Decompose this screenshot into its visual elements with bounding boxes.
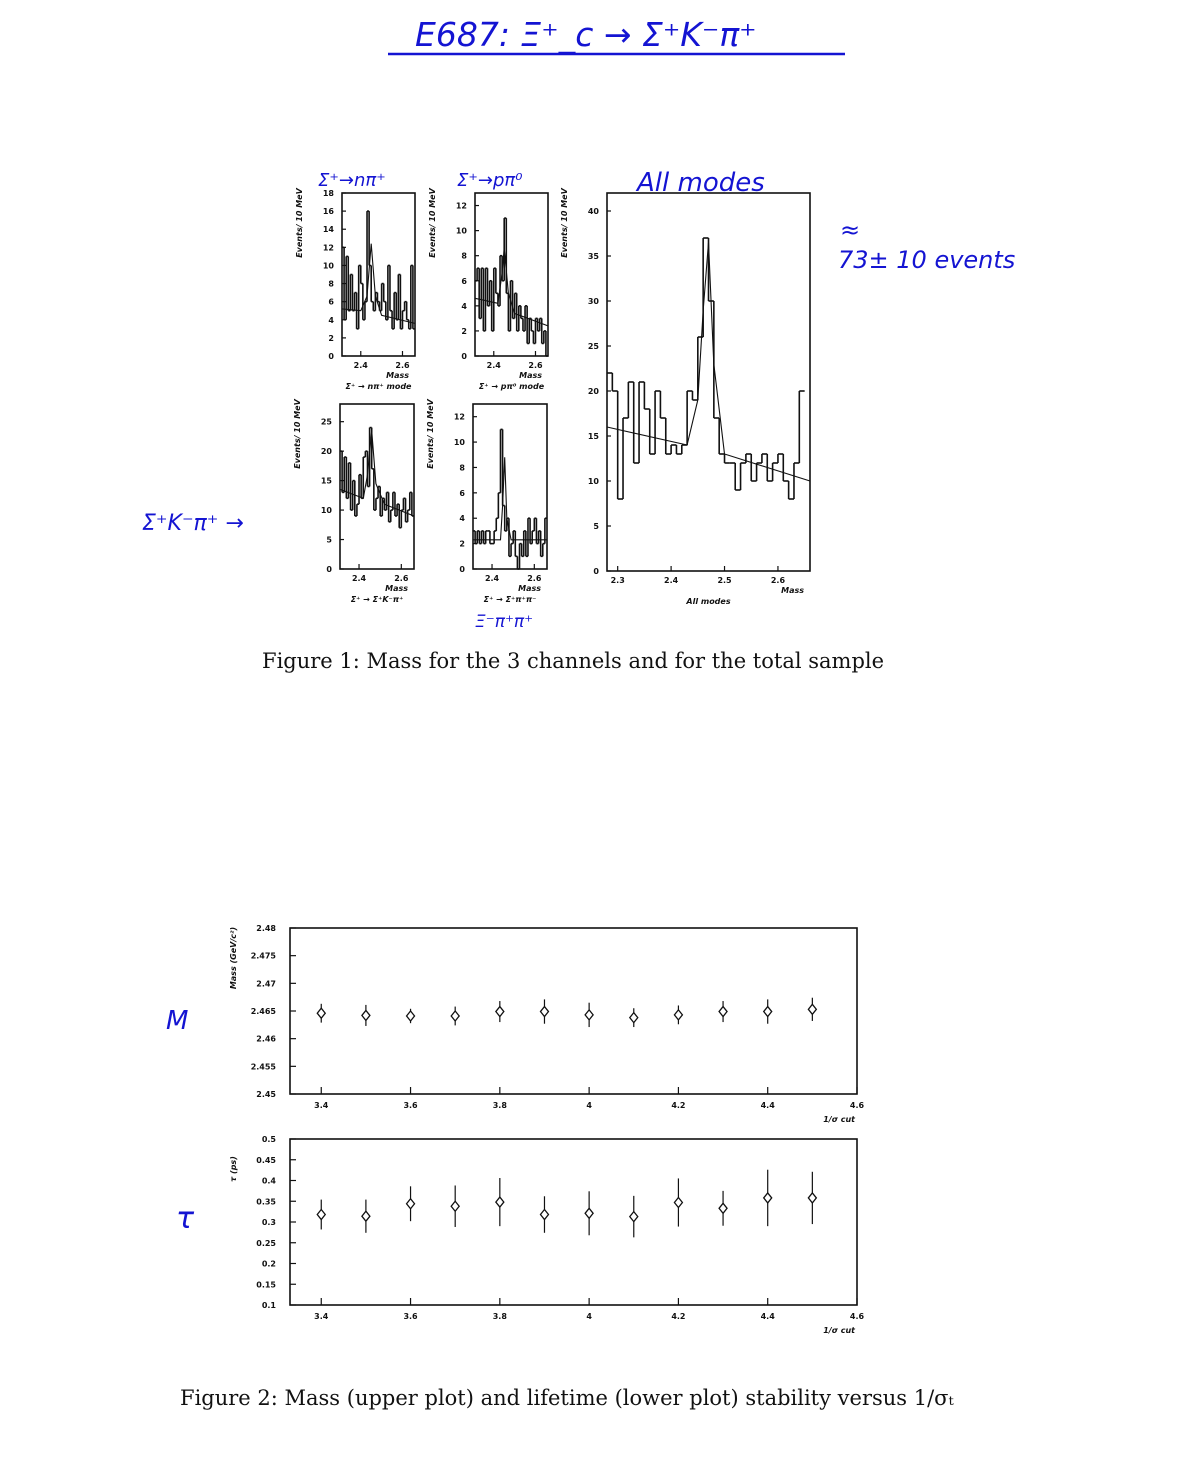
y-tick-label: 14: [322, 225, 334, 235]
histogram-bin: [376, 498, 378, 510]
diamond-marker: [674, 1197, 682, 1207]
histogram-bottom-middle: [426, 398, 547, 632]
events-approx-line-2: 73± 10 events: [838, 246, 1016, 274]
histogram-bin: [639, 382, 644, 463]
y-tick-label: 6: [328, 297, 334, 307]
figure-2: [229, 924, 865, 1335]
histogram-bin: [655, 391, 660, 454]
data-point: [540, 1196, 548, 1233]
x-tick-label: 3.4: [314, 1101, 329, 1110]
x-tick-label: 2.4: [484, 574, 500, 583]
histogram-bin: [496, 268, 498, 293]
x-tick-label: 4.2: [671, 1101, 686, 1110]
x-tick-label: 2.6: [395, 361, 410, 370]
y-tick-label: 8: [459, 463, 465, 473]
histogram-bin: [778, 454, 783, 463]
y-tick-label: 20: [587, 387, 599, 396]
diamond-marker: [317, 1210, 325, 1220]
data-point: [496, 1178, 504, 1226]
y-tick-label: 2: [461, 326, 467, 336]
histogram-bin: [496, 518, 498, 531]
channel-sublabel: Σ⁺ → nπ⁺ mode: [345, 382, 412, 391]
data-point: [630, 1008, 638, 1027]
histogram-bin: [357, 504, 359, 516]
histogram-bin: [762, 454, 767, 463]
diamond-marker: [764, 1193, 772, 1203]
y-tick-label: 2: [459, 539, 465, 549]
diamond-marker: [719, 1203, 727, 1213]
histogram-bin: [401, 510, 403, 528]
histogram-bin: [515, 531, 517, 556]
histogram-bin: [735, 463, 740, 490]
y-tick-label: 8: [328, 279, 334, 289]
histogram-bin: [490, 531, 492, 544]
y-tick-label: 2: [328, 333, 334, 343]
y-tick-label: 0.2: [261, 1259, 276, 1269]
diamond-marker: [496, 1007, 504, 1017]
y-axis-label: Mass (GeV/c²): [229, 926, 238, 990]
y-tick-label: 0: [461, 352, 467, 361]
y-tick-label: 25: [587, 342, 599, 351]
diamond-marker: [764, 1007, 772, 1017]
data-point: [808, 998, 816, 1021]
y-tick-label: 2.45: [256, 1090, 276, 1099]
histogram-bin: [666, 418, 671, 454]
histogram-bin: [692, 391, 697, 400]
histogram-bin: [618, 391, 623, 499]
histogram-top-middle: [428, 170, 548, 391]
x-tick-label: 4.4: [760, 1312, 775, 1321]
y-tick-label: 35: [587, 252, 599, 261]
histogram-bin: [644, 382, 649, 409]
y-tick-label: 2.47: [256, 979, 276, 989]
y-tick-label: 4: [459, 514, 465, 524]
histogram-top-left: [295, 170, 415, 391]
y-tick-label: 40: [587, 207, 599, 216]
channel-sublabel: Σ⁺ → pπ⁰ mode: [478, 382, 545, 391]
y-tick-label: 30: [587, 297, 599, 306]
channel-sublabel: Σ⁺ → Σ⁺π⁺π⁻: [483, 595, 537, 604]
histogram-bin: [623, 418, 628, 499]
x-tick-label: 4.6: [849, 1101, 865, 1110]
data-point: [630, 1196, 638, 1238]
histogram-bottom-left: [293, 398, 414, 604]
y-tick-label: 15: [587, 432, 599, 441]
histogram-bin: [794, 463, 799, 499]
y-axis-label: Events/ 10 MeV: [293, 399, 302, 469]
histogram-bin: [687, 391, 692, 445]
data-point: [674, 1178, 682, 1226]
diamond-marker: [585, 1010, 593, 1020]
x-tick-label: 4.4: [760, 1101, 775, 1110]
y-tick-label: 12: [455, 201, 467, 211]
figure-1-caption: Figure 1: Mass for the 3 channels and for the total sample: [262, 649, 885, 673]
x-tick-label: 3.4: [314, 1312, 329, 1321]
y-tick-label: 5: [593, 522, 599, 531]
lifetime-plot-label: τ: [176, 1201, 195, 1236]
histogram-bin: [407, 302, 409, 320]
x-tick-label: 2.4: [353, 361, 368, 370]
data-point: [764, 1170, 772, 1226]
diamond-marker: [630, 1212, 638, 1222]
y-tick-label: 12: [322, 243, 334, 253]
handwritten-panel-label: Σ⁺→nπ⁺: [318, 170, 386, 191]
histogram-bin: [532, 531, 534, 544]
x-tick-label: 2.6: [528, 361, 543, 370]
diamond-marker: [585, 1208, 593, 1218]
x-axis-label: 1/σ cut: [823, 1326, 855, 1335]
channel-sublabel: All modes: [686, 597, 731, 606]
diamond-marker: [808, 1004, 816, 1014]
histogram-bin: [799, 391, 804, 463]
x-tick-label: 2.4: [351, 574, 367, 583]
x-tick-label: 2.5: [717, 576, 732, 585]
data-point: [407, 1186, 415, 1221]
y-tick-label: 10: [453, 438, 465, 448]
histogram-bin: [390, 265, 392, 310]
data-point: [317, 1004, 325, 1023]
y-tick-label: 0: [328, 352, 334, 361]
y-tick-label: 0.45: [256, 1155, 276, 1165]
y-tick-label: 25: [320, 417, 332, 427]
y-tick-label: 8: [461, 251, 467, 261]
y-axis-label: τ (ps): [229, 1156, 238, 1182]
x-tick-label: 4: [586, 1101, 592, 1110]
histogram-bin: [498, 493, 500, 518]
y-tick-label: 5: [326, 535, 332, 545]
diamond-marker: [719, 1007, 727, 1017]
x-axis-label: Mass: [385, 584, 408, 593]
x-axis-label: 1/σ cut: [823, 1115, 855, 1124]
data-point: [362, 1005, 370, 1026]
diamond-marker: [496, 1197, 504, 1207]
scatter-mass-stability: [229, 924, 865, 1124]
x-tick-label: 4: [586, 1312, 592, 1321]
histogram-bin: [384, 284, 386, 302]
data-point: [719, 1001, 727, 1022]
histogram-bin: [789, 481, 794, 499]
figure-2-caption: Figure 2: Mass (upper plot) and lifetime (lower plot) stability versus 1/σₜ: [180, 1386, 954, 1410]
histogram-bin: [377, 293, 379, 302]
data-point: [585, 1003, 593, 1027]
y-tick-label: 0.35: [256, 1197, 276, 1207]
y-axis-label: Events/ 10 MeV: [295, 188, 304, 258]
y-tick-label: 2.475: [250, 951, 276, 961]
handwritten-panel-label: Σ⁺→pπ⁰: [457, 170, 523, 191]
histogram-bin: [408, 510, 410, 522]
events-approx-line-1: ≈: [840, 216, 861, 244]
diamond-marker: [674, 1010, 682, 1020]
y-tick-label: 2.48: [256, 924, 276, 933]
histogram-bin: [511, 544, 513, 557]
diamond-marker: [317, 1008, 325, 1018]
diamond-marker: [362, 1211, 370, 1221]
y-tick-label: 0.5: [261, 1135, 276, 1144]
y-tick-label: 10: [587, 477, 599, 486]
histogram-bin: [682, 445, 687, 454]
y-tick-label: 4: [461, 301, 467, 311]
y-tick-label: 10: [322, 261, 334, 271]
x-tick-label: 2.3: [610, 576, 625, 585]
data-point: [362, 1200, 370, 1233]
data-point: [808, 1172, 816, 1224]
histogram-bin: [634, 382, 639, 463]
y-tick-label: 2.455: [250, 1062, 276, 1072]
diamond-marker: [451, 1201, 459, 1211]
x-tick-label: 3.6: [403, 1101, 418, 1110]
histogram-bin: [486, 531, 488, 544]
events-approx-annotation: [838, 216, 1015, 274]
figure-1: [293, 168, 810, 632]
histogram-bin: [612, 373, 617, 391]
y-tick-label: 0.15: [256, 1280, 276, 1290]
x-axis-label: Mass: [519, 371, 542, 380]
histogram-bin: [660, 391, 665, 418]
histogram-bin: [751, 454, 756, 481]
y-tick-label: 0.4: [261, 1176, 276, 1186]
handwritten-panel-label: All modes: [637, 168, 765, 198]
x-axis-label: Mass: [386, 371, 409, 380]
x-tick-label: 3.8: [492, 1101, 507, 1110]
x-tick-label: 3.8: [492, 1312, 507, 1321]
channel-arrow-annotation: Σ⁺K⁻π⁺ →: [142, 511, 244, 536]
histogram-bin: [671, 445, 676, 454]
x-tick-label: 2.4: [486, 361, 501, 370]
histogram-bin: [361, 265, 363, 283]
histogram-bin: [391, 510, 393, 522]
data-point: [451, 1007, 459, 1026]
y-tick-label: 18: [322, 189, 334, 198]
diamond-marker: [451, 1011, 459, 1021]
y-tick-label: 0.3: [261, 1218, 276, 1227]
y-tick-label: 12: [453, 412, 465, 422]
x-tick-label: 2.6: [527, 574, 542, 583]
data-point: [674, 1005, 682, 1024]
diamond-marker: [407, 1199, 415, 1209]
scatter-lifetime-stability: [229, 1135, 865, 1335]
histogram-right: [560, 168, 810, 606]
x-tick-label: 2.6: [394, 574, 409, 583]
x-axis-label: Mass: [781, 586, 804, 595]
y-tick-label: 4: [328, 315, 334, 325]
y-tick-label: 16: [322, 207, 334, 217]
y-tick-label: 0: [593, 567, 599, 576]
diamond-marker: [362, 1010, 370, 1020]
histogram-bin: [543, 544, 545, 557]
y-tick-label: 2.465: [250, 1007, 276, 1016]
histogram-bin: [494, 531, 496, 544]
data-point: [451, 1185, 459, 1227]
data-point: [585, 1191, 593, 1235]
y-tick-label: 20: [320, 447, 332, 457]
diamond-marker: [407, 1011, 415, 1021]
mass-plot-label: M: [166, 1006, 189, 1036]
histogram-bin: [650, 409, 655, 454]
y-axis-label: Events/ 10 MeV: [426, 399, 435, 469]
data-point: [540, 999, 548, 1023]
histogram-bin: [741, 463, 746, 490]
y-tick-label: 6: [461, 276, 467, 286]
data-point: [317, 1200, 325, 1230]
y-tick-label: 0.1: [261, 1301, 276, 1310]
histogram-bin: [676, 445, 681, 454]
data-point: [719, 1191, 727, 1226]
y-tick-label: 6: [459, 488, 465, 498]
y-tick-label: 15: [320, 476, 332, 486]
x-tick-label: 3.6: [403, 1312, 418, 1321]
diamond-marker: [540, 1210, 548, 1220]
histogram-bin: [628, 382, 633, 418]
histogram-bin: [365, 302, 367, 320]
plot-frame: [290, 1139, 857, 1305]
histogram-bin: [783, 454, 788, 481]
diamond-marker: [808, 1193, 816, 1203]
data-point: [407, 1009, 415, 1023]
handwritten-panel-label: Ξ⁻π⁺π⁺: [475, 612, 534, 632]
x-tick-label: 4.6: [849, 1312, 865, 1321]
y-tick-label: 0.25: [256, 1238, 276, 1248]
y-tick-label: 0: [326, 565, 332, 574]
y-tick-label: 10: [320, 506, 332, 516]
histogram-bin: [773, 463, 778, 481]
y-tick-label: 2.46: [256, 1034, 276, 1044]
x-tick-label: 2.4: [664, 576, 679, 585]
histogram-bin: [402, 311, 404, 329]
y-tick-label: 0: [459, 565, 465, 574]
data-point: [764, 999, 772, 1023]
data-point: [496, 1001, 504, 1022]
x-tick-label: 2.6: [770, 576, 786, 585]
diamond-marker: [540, 1007, 548, 1017]
x-tick-label: 4.2: [671, 1312, 686, 1321]
diamond-marker: [630, 1013, 638, 1023]
channel-sublabel: Σ⁺ → Σ⁺K⁻π⁺: [350, 595, 404, 604]
y-tick-label: 10: [455, 226, 467, 236]
x-axis-label: Mass: [518, 584, 541, 593]
y-axis-label: Events/ 10 MeV: [428, 188, 437, 258]
page-title: E687: Ξ⁺_c → Σ⁺K⁻π⁺: [415, 15, 757, 54]
y-axis-label: Events/ 10 MeV: [560, 188, 569, 258]
